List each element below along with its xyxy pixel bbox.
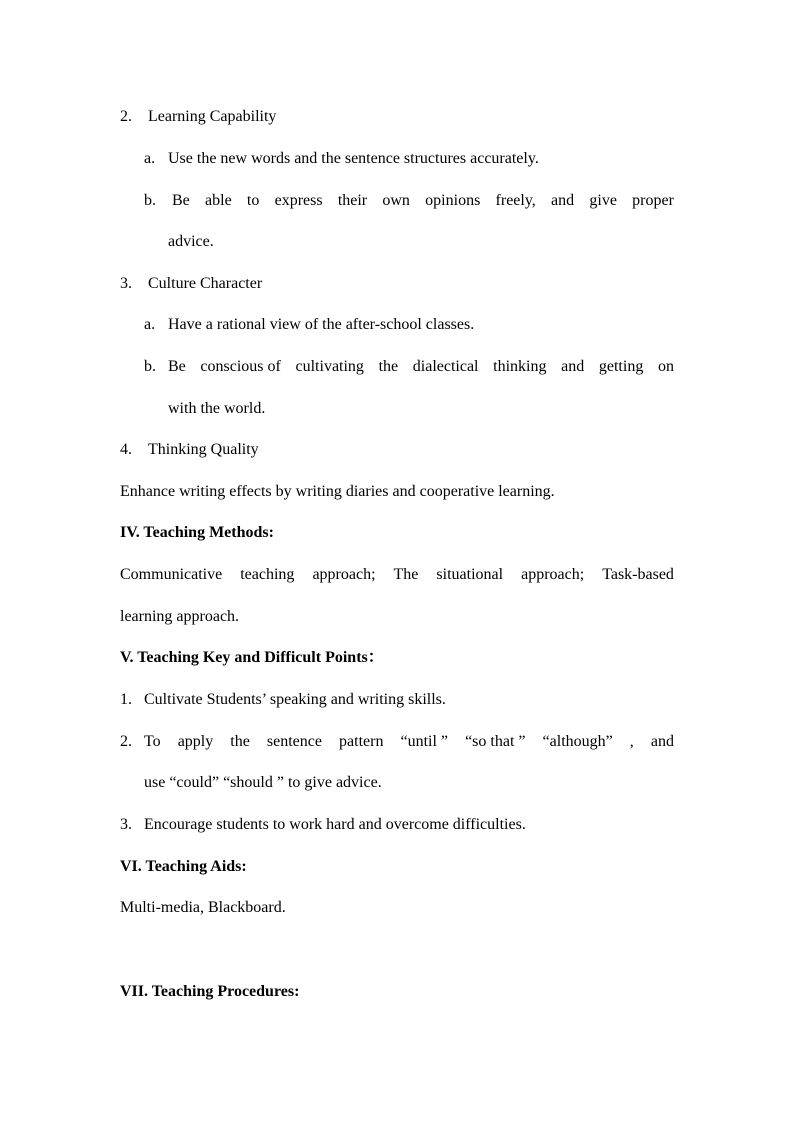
word: freely, bbox=[495, 192, 536, 209]
list-item bbox=[120, 732, 674, 752]
list-item-continuation: advice. bbox=[168, 233, 214, 250]
word: conscious of bbox=[200, 358, 281, 375]
word: “until ” bbox=[400, 733, 449, 750]
list-item bbox=[144, 315, 474, 335]
word: and bbox=[650, 733, 674, 750]
word: approach; bbox=[312, 566, 376, 583]
list-item-continuation: use “could” “should ” to give advice. bbox=[144, 774, 382, 791]
list-item bbox=[144, 357, 674, 377]
word: to bbox=[246, 192, 260, 209]
word: approach; bbox=[521, 566, 585, 583]
heading-teaching-methods: IV. Teaching Methods: bbox=[120, 524, 274, 541]
word: Task-based bbox=[602, 566, 674, 583]
word: give bbox=[589, 192, 617, 209]
paragraph: Enhance writing effects by writing diaries and cooperative learning. bbox=[120, 483, 555, 500]
list-marker: b. bbox=[144, 192, 156, 209]
word: Be bbox=[168, 358, 186, 375]
list-item-text bbox=[144, 732, 674, 752]
list-item bbox=[120, 690, 446, 710]
section-heading-culture-character bbox=[120, 274, 262, 294]
list-item bbox=[120, 815, 526, 835]
list-item-continuation: with the world. bbox=[168, 400, 266, 417]
word: , bbox=[629, 733, 634, 750]
word: the bbox=[230, 733, 250, 750]
word: their bbox=[337, 192, 368, 209]
section-number: 3. bbox=[120, 275, 132, 292]
heading-teaching-aids: VI. Teaching Aids: bbox=[120, 858, 247, 875]
word: express bbox=[274, 192, 323, 209]
heading-key-points: V. Teaching Key and Difficult Points： bbox=[120, 649, 384, 666]
word: and bbox=[561, 358, 585, 375]
word: proper bbox=[632, 192, 674, 209]
section-number: 4. bbox=[120, 441, 132, 458]
word: and bbox=[551, 192, 575, 209]
word: cultivating bbox=[295, 358, 364, 375]
word: the bbox=[378, 358, 399, 375]
list-item-text: Use the new words and the sentence structures accurately. bbox=[168, 150, 539, 167]
list-marker: 1. bbox=[120, 691, 132, 708]
section-title: Learning Capability bbox=[148, 108, 277, 125]
word: on bbox=[657, 358, 674, 375]
word: “so that ” bbox=[465, 733, 526, 750]
list-marker: a. bbox=[144, 150, 156, 167]
word: thinking bbox=[493, 358, 547, 375]
paragraph: Multi-media, Blackboard. bbox=[120, 899, 286, 916]
paragraph-continuation: learning approach. bbox=[120, 608, 240, 625]
paragraph bbox=[120, 565, 674, 585]
word: sentence bbox=[266, 733, 322, 750]
word: own bbox=[382, 192, 410, 209]
list-item bbox=[144, 149, 539, 169]
list-marker: 3. bbox=[120, 816, 132, 833]
section-title: Culture Character bbox=[148, 275, 263, 292]
list-item bbox=[144, 191, 674, 211]
word: situational bbox=[436, 566, 504, 583]
list-marker: a. bbox=[144, 316, 156, 333]
section-heading-thinking-quality bbox=[120, 440, 259, 460]
word: apply bbox=[177, 733, 214, 750]
word: “although” bbox=[542, 733, 613, 750]
list-item-text: Encourage students to work hard and overcome difficulties. bbox=[144, 816, 526, 833]
list-marker: 2. bbox=[120, 733, 132, 750]
word: pattern bbox=[339, 733, 384, 750]
section-heading-learning-capability bbox=[120, 107, 276, 127]
word: dialectical bbox=[412, 358, 479, 375]
list-marker: b. bbox=[144, 358, 156, 375]
heading-teaching-procedures: VII. Teaching Procedures: bbox=[120, 983, 300, 1000]
word: opinions bbox=[425, 192, 481, 209]
word: Communicative bbox=[120, 566, 223, 583]
word: The bbox=[393, 566, 419, 583]
word: To bbox=[144, 733, 161, 750]
word: able bbox=[205, 192, 232, 209]
word: Be bbox=[172, 192, 190, 209]
list-item-text bbox=[168, 357, 674, 377]
word: teaching bbox=[240, 566, 295, 583]
list-item-text bbox=[172, 191, 674, 211]
section-title: Thinking Quality bbox=[148, 441, 259, 458]
word: getting bbox=[598, 358, 644, 375]
list-item-text: Cultivate Students’ speaking and writing skills. bbox=[144, 691, 446, 708]
list-item-text: Have a rational view of the after-school classes. bbox=[168, 316, 475, 333]
section-number: 2. bbox=[120, 108, 132, 125]
